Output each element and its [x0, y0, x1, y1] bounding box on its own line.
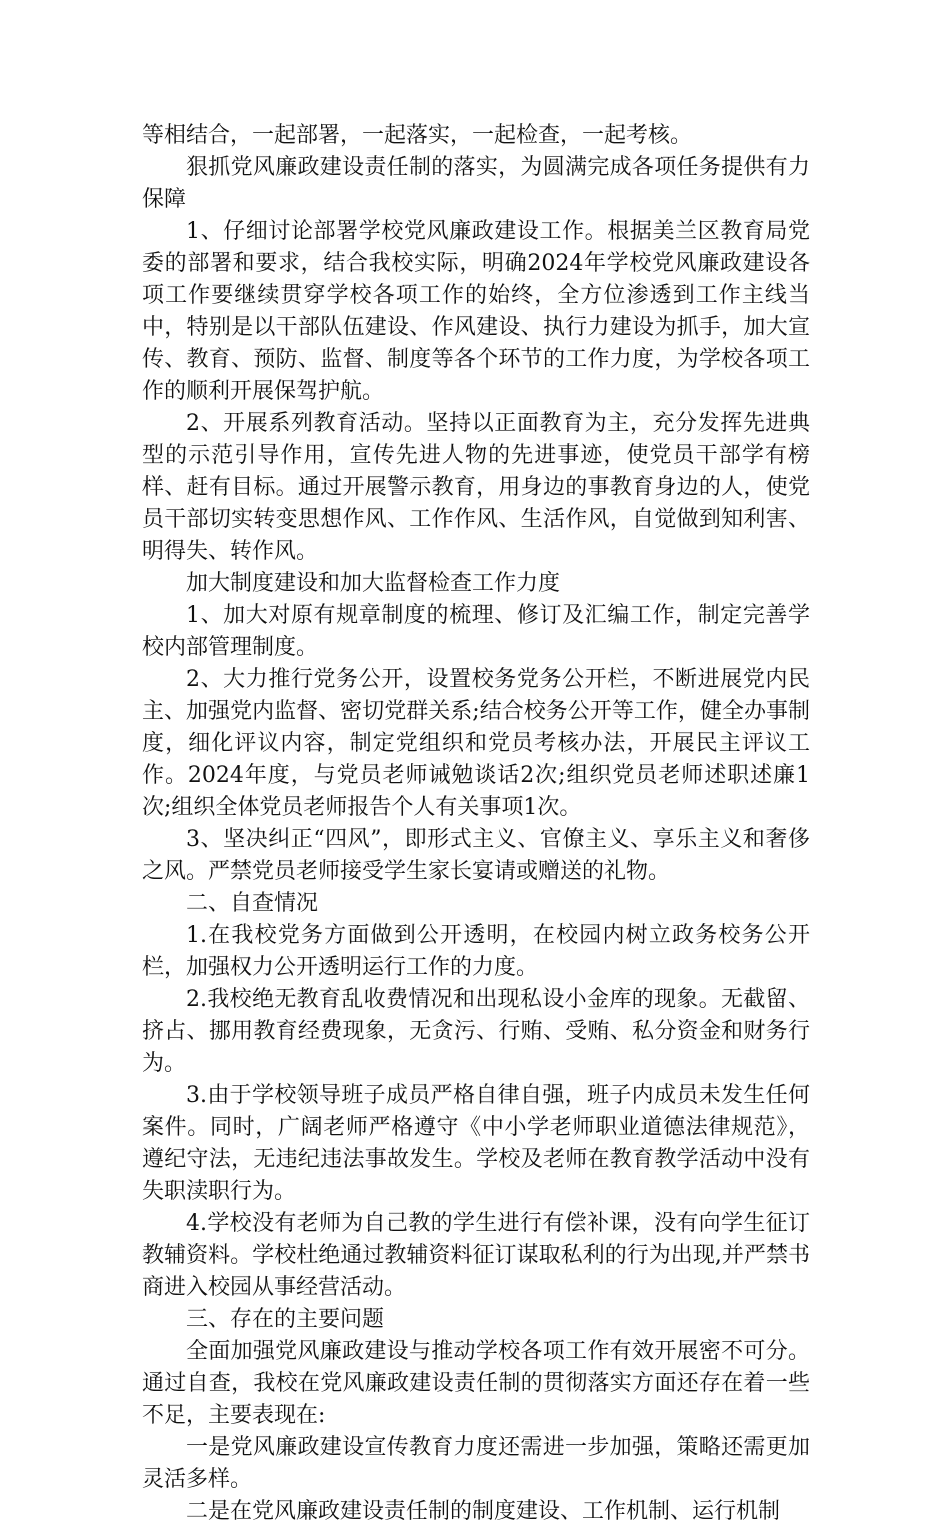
section-heading-self-check: 二、自查情况: [186, 891, 319, 916]
paragraph-problems-intro: 全面加强党风廉政建设与推动学校各项工作有效开展密不可分。通过自查，我校在党风廉政建设责任制的贯彻落实方面还存在着一些不足，主要表现在:: [142, 1339, 810, 1428]
paragraph-problem-2: 二是在党风廉政建设责任制的制度建设、工作机制、运行机制: [186, 1499, 781, 1524]
paragraph-item-4: 4.学校没有老师为自己教的学生进行有偿补课，没有向学生征订教辅资料。学校杜绝通过教辅资料征订谋取私利的行为出现,并严禁书商进入校园从事经营活动。: [142, 1211, 810, 1300]
section-heading-supervision: 加大制度建设和加大监督检查工作力度: [186, 571, 561, 596]
paragraph-item-1: 1.在我校党务方面做到公开透明，在校园内树立政务校务公开栏，加强权力公开透明运行工作的力度。: [142, 923, 810, 980]
paragraph-item-1: 1、仔细讨论部署学校党风廉政建设工作。根据美兰区教育局党委的部署和要求，结合我校实际，明确2024年学校党风廉政建设各项工作要继续贯穿学校各项工作的始终，全方位渗透到工作主线当中，特别是以干部队伍建设、作风建设、执行力建设为抓手，加大宣传、教育、预防、监督、制度等各个环节的工作力度，为学校各项工作的顺利开展保驾护航。: [142, 219, 810, 404]
paragraph-item-3: 3、坚决纠正“四风”，即形式主义、官僚主义、享乐主义和奢侈之风。严禁党员老师接受学生家长宴请或赠送的礼物。: [142, 827, 810, 884]
paragraph-item-2: 2、大力推行党务公开，设置校务党务公开栏，不断进展党内民主、加强党内监督、密切党群关系;结合校务公开等工作，健全办事制度，细化评议内容，制定党组织和党员考核办法，开展民主评议工作。2024年度，与党员老师诫勉谈话2次;组织党员老师述职述廉1次;组织全体党员老师报告个人有关事项1次。: [142, 667, 810, 820]
paragraph-continuation: 等相结合，一起部署，一起落实，一起检查，一起考核。: [142, 123, 693, 148]
section-heading-responsibility: 狠抓党风廉政建设责任制的落实，为圆满完成各项任务提供有力保障: [142, 155, 810, 212]
paragraph-problem-1: 一是党风廉政建设宣传教育力度还需进一步加强，策略还需更加灵活多样。: [142, 1435, 810, 1492]
paragraph-item-2: 2.我校绝无教育乱收费情况和出现私设小金库的现象。无截留、挤占、挪用教育经费现象，无贪污、行贿、受贿、私分资金和财务行为。: [142, 987, 810, 1076]
section-heading-problems: 三、存在的主要问题: [186, 1307, 385, 1332]
paragraph-item-2: 2、开展系列教育活动。坚持以正面教育为主，充分发挥先进典型的示范引导作用，宣传先进人物的先进事迹，使党员干部学有榜样、赶有目标。通过开展警示教育，用身边的事教育身边的人，使党员干部切实转变思想作风、工作作风、生活作风，自觉做到知利害、明得失、转作风。: [142, 411, 810, 564]
paragraph-item-1: 1、加大对原有规章制度的梳理、修订及汇编工作，制定完善学校内部管理制度。: [142, 603, 810, 660]
paragraph-item-3: 3.由于学校领导班子成员严格自律自强，班子内成员未发生任何案件。同时，广阔老师严格遵守《中小学老师职业道德法律规范》，遵纪守法，无违纪违法事故发生。学校及老师在教育教学活动中没有失职渎职行为。: [142, 1083, 810, 1204]
document-body: [142, 120, 810, 1528]
